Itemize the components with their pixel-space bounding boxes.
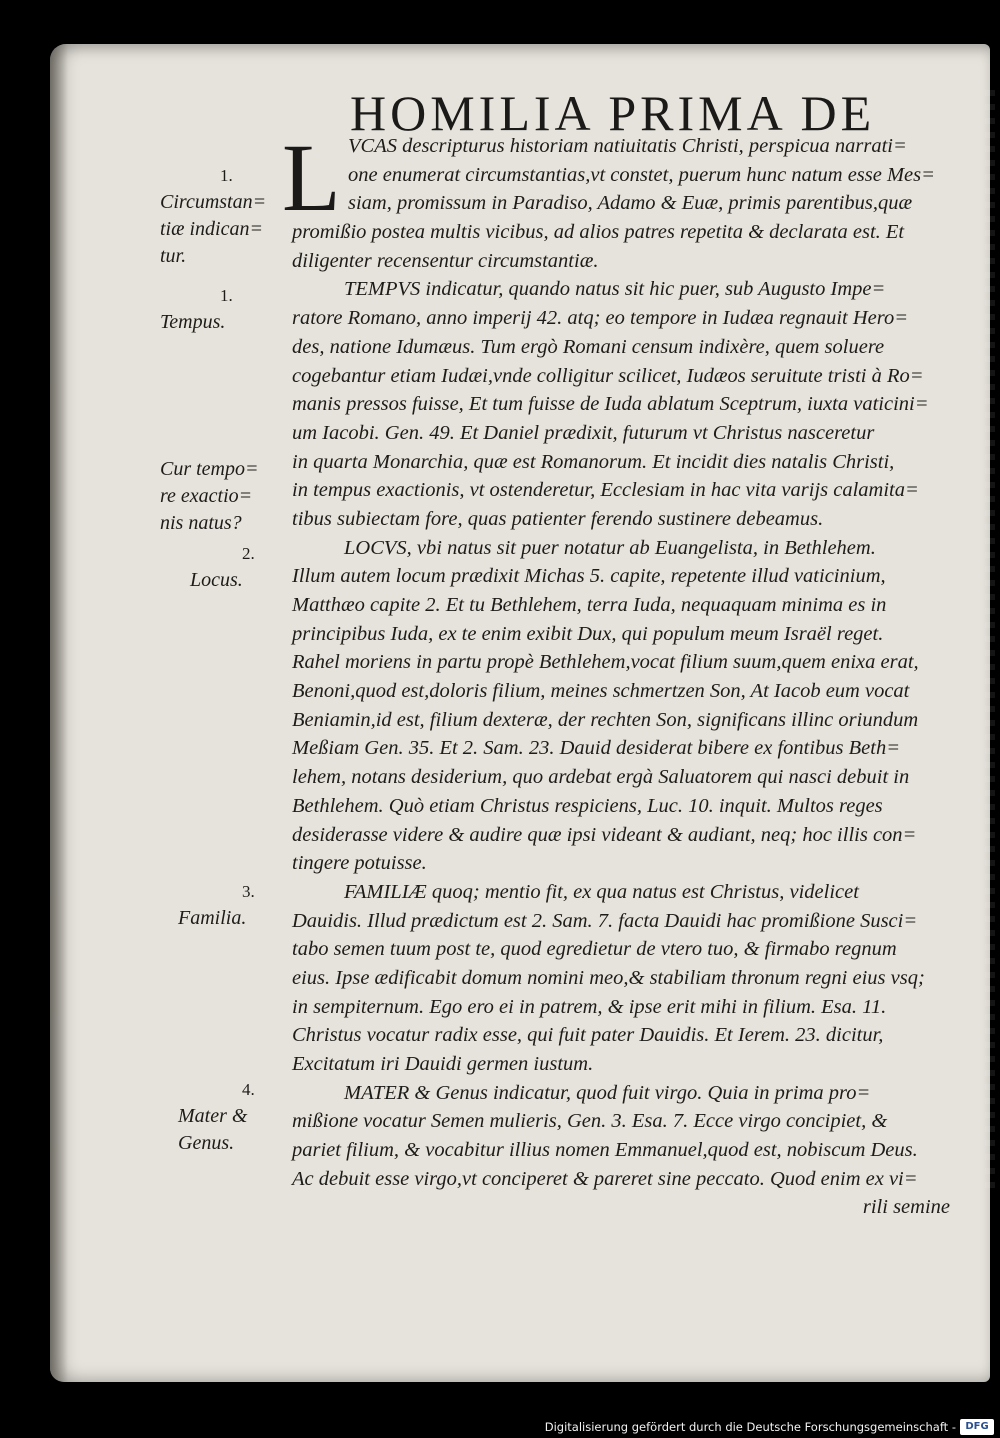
text-line: siam, promissum in Paradiso, Adamo & Euæ, primis parentibus,quæ (348, 192, 913, 215)
text-line: in quarta Monarchia, quæ est Romanorum. Et incidit dies natalis Christi, (292, 450, 895, 473)
body-text (292, 132, 980, 1222)
margin-note-line: Circumstan= (160, 191, 267, 213)
text-line: des, natione Idumæus. Tum ergò Romani censum indixère, quem soluere (292, 335, 885, 358)
text-line: in tempus exactionis, vt ostenderetur, Ecclesiam in hac vita varijs calamita= (292, 479, 919, 502)
text-line: in sempiternum. Ego ero ei in patrem, & ipse erit mihi in filium. Esa. 11. (292, 995, 887, 1018)
margin-note-cur-tempore (160, 456, 290, 537)
margin-note-number: 1. (220, 166, 233, 185)
margin-note-line: tiæ indican= (160, 218, 263, 240)
footer-bar (0, 1418, 1000, 1438)
text-line: Meßiam Gen. 35. Et 2. Sam. 23. Dauid desiderat bibere ex fontibus Beth= (292, 737, 901, 760)
margin-note-line: Locus. (190, 569, 243, 591)
text-line: desiderasse videre & audire quæ ipsi videant & audiant, neq; hoc illis con= (292, 823, 917, 846)
text-line: promißio postea multis vicibus, ad alios patres repetita & declarata est. Et (292, 221, 905, 244)
margin-note-number: 2. (242, 544, 255, 563)
margin-note-line: Genus. (178, 1132, 235, 1154)
text-line: cogebantur etiam Iudæi,vnde colligitur scilicet, Iudæos seruitute tristi à Ro= (292, 364, 924, 387)
text-line: principibus Iuda, ex te enim exibit Dux, qui populum meum Israël reget. (292, 622, 884, 645)
drop-cap: L (282, 124, 341, 231)
text-line: Ac debuit esse virgo,vt conciperet & pareret sine peccato. Quod enim ex vi= (292, 1167, 918, 1190)
text-line: Dauidis. Illud prædictum est 2. Sam. 7. facta Dauidi hac promißione Susci= (292, 909, 918, 932)
text-line: MATER & Genus indicatur, quod fuit virgo. Quia in prima pro= (344, 1081, 871, 1104)
footer-credit: Digitalisierung gefördert durch die Deutsche Forschungsgemeinschaft - (544, 1420, 956, 1434)
margin-note-number: 3. (242, 882, 255, 901)
text-line: mißione vocatur Semen mulieris, Gen. 3. Esa. 7. Ecce virgo concipiet, & (292, 1110, 888, 1133)
margin-note-familia (160, 878, 290, 932)
text-line: Illum autem locum prædixit Michas 5. capite, repetente illud vaticinium, (292, 565, 886, 588)
text-line: Benoni,quod est,doloris filium, meines schmertzen Son, At Iacob eum vocat (292, 680, 910, 703)
text-line: lehem, notans desiderium, quo ardebat ergà Saluatorem qui nasci debuit in (292, 766, 910, 789)
dfg-logo-icon: DFG (960, 1419, 994, 1435)
text-line: LOCVS, vbi natus sit puer notatur ab Euangelista, in Bethlehem. (344, 536, 876, 559)
margin-note-line: tur. (160, 245, 187, 267)
text-line: manis pressos fuisse, Et tum fuisse de Iuda ablatum Sceptrum, iuxta vaticini= (292, 393, 929, 416)
text-line: eius. Ipse ædificabit domum nomini meo,& stabiliam thronum regni eius vsq; (292, 966, 925, 989)
text-line: pariet filium, & vocabitur illius nomen Emmanuel,quod est, nobiscum Deus. (292, 1139, 918, 1162)
text-line: Rahel moriens in partu propè Bethlehem,vocat filium suum,quem enixa erat, (292, 651, 919, 674)
page-edge-shadow (50, 44, 68, 1382)
running-head: HOMILIA PRIMA DE (350, 85, 876, 141)
catchword: rili semine (862, 1196, 950, 1219)
text-line: TEMPVS indicatur, quando natus sit hic puer, sub Augusto Impe= (344, 278, 886, 301)
margin-note-number: 1. (220, 286, 233, 305)
text-line: ratore Romano, anno imperij 42. atq; eo tempore in Iudæa regnauit Hero= (292, 307, 909, 330)
text-line: Bethlehem. Quò etiam Christus respiciens, Luc. 10. inquit. Multos reges (292, 794, 883, 817)
scan-edge (985, 90, 995, 1190)
margin-note-line: Mater & (178, 1105, 248, 1127)
margin-note-number: 4. (242, 1080, 255, 1099)
book-page (50, 44, 990, 1382)
margin-note-line: Familia. (178, 907, 247, 929)
margin-note-locus (160, 540, 290, 594)
text-line: tingere potuisse. (292, 852, 427, 875)
text-line: tibus subiectam fore, quas patienter ferendo sustinere debeamus. (292, 507, 824, 530)
margin-note-line: re exactio= (160, 485, 253, 507)
text-line: Excitatum iri Dauidi germen iustum. (292, 1053, 594, 1075)
text-line: FAMILIÆ quoq; mentio fit, ex qua natus est Christus, videlicet (344, 880, 859, 903)
text-line: tabo semen tuum post te, quod egredietur de vtero tuo, & firmabo regnum (292, 938, 897, 961)
margin-note-mater-genus (160, 1076, 290, 1157)
text-line: diligenter recensentur circumstantiæ. (292, 249, 599, 272)
margin-note-tempus (160, 282, 290, 336)
margin-note-line: nis natus? (160, 512, 242, 534)
margin-note-line: Tempus. (160, 311, 226, 333)
margin-note-circumstantiae (160, 162, 290, 270)
text-line: Beniamin,id est, filium dexteræ, der rechten Son, significans illinc oriundum (292, 708, 919, 731)
text-line: um Iacobi. Gen. 49. Et Daniel prædixit, futurum vt Christus nasceretur (292, 421, 875, 444)
text-line: Christus vocatur radix esse, qui fuit pater Dauidis. Et Ierem. 23. dicitur, (292, 1024, 884, 1047)
margin-note-line: Cur tempo= (160, 458, 259, 480)
text-line: VCAS descripturus historiam natiuitatis Christi, perspicua narrati= (348, 135, 907, 157)
text-line: one enumerat circumstantias,vt constet, puerum hunc natum esse Mes= (348, 163, 935, 186)
text-line: Matthæo capite 2. Et tu Bethlehem, terra Iuda, nequaquam minima es in (292, 594, 887, 616)
